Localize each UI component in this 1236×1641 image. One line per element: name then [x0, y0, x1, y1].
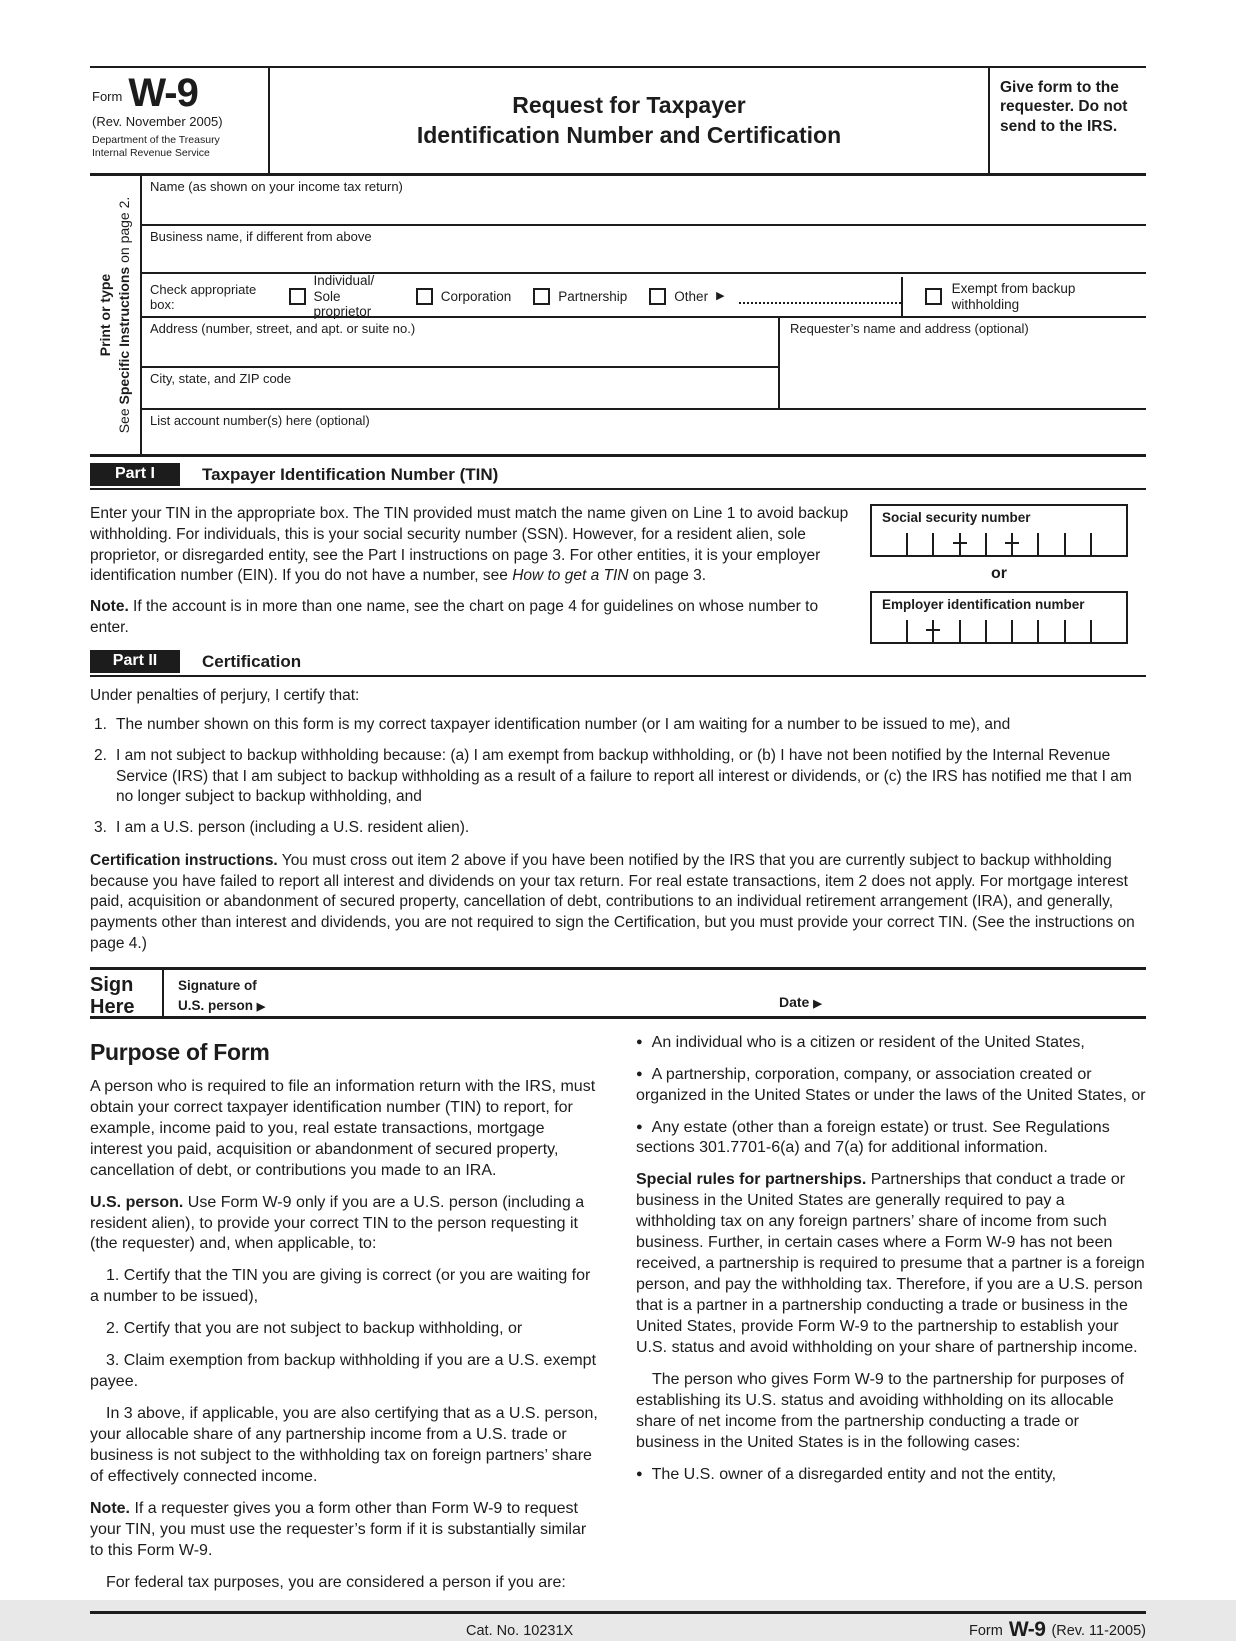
ein-cells — [882, 612, 1116, 642]
purpose-item-1: 1. Certify that the TIN you are giving is correct (or you are waiting for a number to be issued), — [90, 1267, 591, 1306]
form-revision: (Rev. November 2005) — [92, 114, 223, 129]
ein-digit-cell[interactable] — [1013, 612, 1037, 642]
footer-revision: (Rev. 11-2005) — [1051, 1622, 1146, 1639]
instructions-section — [90, 1033, 1146, 1605]
ein-group-divider — [932, 620, 934, 642]
exempt-label — [952, 281, 1076, 312]
date-word: Date — [779, 993, 810, 1010]
address-requester-block — [142, 318, 1146, 410]
sign-word: Sign — [90, 973, 134, 996]
give-form-notice: Give form to the requester. Do not send to the IRS. — [1000, 79, 1128, 135]
ein-label: Employer identification number — [882, 597, 1085, 612]
signature-of-line1: Signature of — [178, 977, 257, 993]
in-3-above-paragraph: In 3 above, if applicable, you are also certifying that as a U.S. person, your allocable share of any partnership income from a U.S. trade or business is not subject to the withholding tax on foreign partners’ share of effectively connected income. — [90, 1405, 598, 1486]
tin-note-text: If the account is in more than one name, see the chart on page 4 for guidelines on whose number to enter. — [90, 598, 819, 636]
other-arrow-icon: ▶ — [716, 290, 725, 303]
other-specify-input[interactable] — [739, 290, 901, 304]
certification-intro: Under penalties of perjury, I certify that: — [90, 687, 360, 704]
entry-fields-section — [90, 176, 1146, 457]
ein-digit-cell[interactable] — [908, 612, 932, 642]
ssn-digit-cell[interactable] — [1013, 525, 1037, 555]
cert-item-text: I am not subject to backup withholding because: (a) I am exempt from backup withholding, or (b) I have not been notified by the Internal Revenue Service (IRS) that I am subject to backup withholding as a result of a failure to report all interest or dividends, or (c) the IRS has notified me that I am no longer subject to backup withholding, and — [116, 746, 1132, 806]
on-page-text: on page 2. — [116, 196, 132, 267]
ein-divider — [1011, 620, 1013, 642]
tin-note-lead: Note. — [90, 598, 129, 616]
ein-divider — [1064, 620, 1066, 642]
purpose-item-3: 3. Claim exemption from backup withholding if you are a U.S. exempt payee. — [90, 1352, 597, 1391]
entity-type-row — [142, 274, 1146, 318]
city-state-zip-label: City, state, and ZIP code — [150, 371, 292, 386]
ssn-divider — [932, 533, 934, 555]
business-name-label: Business name, if different from above — [150, 229, 372, 244]
ein-digit-cell[interactable] — [1066, 612, 1090, 642]
ssn-digit-cell[interactable] — [1092, 525, 1116, 555]
corporation-label: Corporation — [440, 288, 512, 304]
form-title-line2: Identification Number and Certification — [416, 121, 842, 148]
corporation-checkbox[interactable] — [416, 288, 433, 305]
part2-header — [90, 650, 1146, 677]
tin-text-italic: How to get a TIN — [512, 567, 629, 585]
date-arrow-icon: ▶ — [813, 997, 822, 1010]
address-label: Address (number, street, and apt. or suite no.) — [150, 321, 416, 336]
us-person-paragraph — [90, 1193, 600, 1256]
ein-divider — [1037, 620, 1039, 642]
print-or-type-strip — [90, 176, 142, 454]
special-rules-body: Partnerships that conduct a trade or business in the United States are generally required to pay a withholding tax on any foreign partners’ share of income from such business. Further, in certain cases where a Form W-9 has not been received, a partnership is required to presume that a partner is a foreign person, and pay the withholding tax. Therefore, if you are a U.S. person that is a partner in a partnership conducting a trade or business in the United States, provide Form W-9 to the partnership to establish your U.S. status and avoid withholding on your share of partnership income. — [636, 1171, 1145, 1357]
footer-form-word: Form — [969, 1622, 1003, 1639]
ssn-digit-cell[interactable] — [934, 525, 958, 555]
form-header — [90, 66, 1146, 176]
certification-item-1 — [90, 715, 1146, 736]
form-title — [268, 68, 990, 173]
ein-digit-cell[interactable] — [934, 612, 958, 642]
page-footer — [90, 1611, 1146, 1639]
ein-divider — [959, 620, 961, 642]
ssn-divider — [1064, 533, 1066, 555]
ssn-group-divider — [959, 533, 961, 555]
tin-text-pre: Enter your TIN in the appropriate box. The TIN provided must match the name given on Line 1 to avoid backup withholding. For individuals, this is your social security number (SSN). However, for a resident alien, sole proprietor, or disregarded entity, see the Part I instructions on page 3. For other entities, it is your employer identification number (EIN). If you do not have a number, see — [90, 505, 849, 585]
purpose-item-2: 2. Certify that you are not subject to backup withholding, or — [106, 1320, 523, 1338]
requester-label: Requester’s name and address (optional) — [790, 321, 1029, 336]
footer-form-id — [969, 1617, 1146, 1641]
certification-item-3 — [90, 818, 1146, 839]
individual-label-line2: Sole proprietor — [313, 288, 372, 320]
bullet-partnership: ● A partnership, corporation, company, or association created or organized in the United States or under the laws of the United States, or — [636, 1065, 1146, 1107]
ein-digit-cell[interactable] — [1039, 612, 1063, 642]
address-field[interactable] — [142, 318, 778, 368]
exempt-label-line1: Exempt from backup — [951, 280, 1076, 296]
see-instructions-label — [115, 197, 134, 434]
note-lead: Note. — [90, 1499, 130, 1517]
bullet-disregarded-entity: ● The U.S. owner of a disregarded entity and not the entity, — [636, 1465, 1146, 1486]
here-word: Here — [90, 995, 135, 1018]
other-checkbox[interactable] — [649, 288, 666, 305]
cert-item-number: 3. — [94, 819, 107, 837]
form-title-line1: Request for Taxpayer — [512, 91, 746, 118]
individual-label — [314, 273, 394, 320]
signature-section — [90, 967, 1146, 1019]
exempt-label-line2: withholding — [951, 296, 1020, 312]
see-text: See — [116, 404, 132, 434]
ssn-divider — [985, 533, 987, 555]
exempt-backup-cell — [901, 277, 1146, 316]
ein-digit-cell[interactable] — [882, 612, 906, 642]
irs-label: Internal Revenue Service — [92, 147, 210, 160]
ssn-divider — [1037, 533, 1039, 555]
ssn-group-divider — [1011, 533, 1013, 555]
ssn-digit-cell[interactable] — [961, 525, 985, 555]
cert-item-text: I am a U.S. person (including a U.S. resident alien). — [116, 819, 470, 837]
form-content — [90, 66, 1146, 1639]
ssn-digit-cell[interactable] — [987, 525, 1011, 555]
ssn-label: Social security number — [882, 510, 1031, 525]
ssn-digit-cell[interactable] — [908, 525, 932, 555]
bullet-estate: ● Any estate (other than a foreign estate) or trust. See Regulations sections 301.7701-6(a) and 7(a) for additional information. — [636, 1118, 1146, 1160]
tin-instructions-text — [90, 504, 858, 587]
other-label: Other — [674, 288, 709, 304]
part1-header — [90, 463, 1146, 490]
special-rules-paragraph — [636, 1170, 1146, 1359]
ssn-digit-cell[interactable] — [882, 525, 906, 555]
partnership-label: Partnership — [558, 288, 628, 304]
purpose-paragraph-1: A person who is required to file an information return with the IRS, must obtain your correct taxpayer identification number (TIN) to report, for example, income paid to you, real estate transactions, mortgage interest you paid, acquisition or abandonment of secured property, cancellation of debt, or contributions you made to an IRA. — [90, 1077, 596, 1179]
name-field-label: Name (as shown on your income tax return) — [150, 179, 403, 194]
ein-digit-cell[interactable] — [1092, 612, 1116, 642]
part1-chip: Part I — [90, 463, 180, 486]
cert-instructions-text: You must cross out item 2 above if you have been notified by the IRS that you are currently subject to backup withholding because you have failed to report all interest and dividends on your tax return. For real estate transactions, item 2 does not apply. For mortgage interest paid, acquisition or abandonment of secured property, cancellation of debt, contributions to an individual retirement arrangement (IRA), and generally, payments other than interest and dividends, you are not required to sign the Certification, but you must provide your correct TIN. (See the instructions on page 4.) — [90, 851, 1135, 952]
tin-text-post: on page 3. — [628, 567, 707, 585]
person-who-gives-paragraph: The person who gives Form W-9 to the partnership for purposes of establishing its U.S. status and avoiding withholding on its allocable share of net income from the partnership conducting a trade or business in the United States is in the following cases: — [636, 1371, 1124, 1451]
certification-item-2 — [90, 746, 1146, 808]
form-number: W-9 — [128, 71, 198, 115]
ssn-cells — [882, 525, 1116, 555]
part1-body — [90, 504, 1146, 644]
partnership-checkbox[interactable] — [533, 288, 550, 305]
city-state-zip-field[interactable] — [142, 368, 778, 408]
ssn-divider — [906, 533, 908, 555]
ssn-box — [870, 504, 1128, 557]
part2-chip: Part II — [90, 650, 180, 673]
date-label — [779, 994, 822, 1010]
ein-divider — [906, 620, 908, 642]
catalog-number: Cat. No. 10231X — [466, 1622, 574, 1639]
signature-of-label — [178, 976, 1146, 1017]
note-body: If a requester gives you a form other than Form W-9 to request your TIN, you must use the requester’s form if it is substantially similar to this Form W-9. — [90, 1499, 587, 1559]
business-name-field[interactable] — [142, 226, 1146, 274]
us-person-body: Use Form W-9 only if you are a U.S. person (including a resident alien), to provide your correct TIN to the person requesting it (the requester) and, when applicable, to: — [90, 1193, 585, 1253]
cert-item-number: 1. — [94, 716, 107, 733]
dept-treasury: Department of the Treasury — [92, 134, 220, 146]
ein-divider — [985, 620, 987, 642]
instructions-right-column — [636, 1033, 1146, 1605]
form-word: Form — [92, 89, 123, 104]
bullet-individual: ● An individual who is a citizen or resident of the United States, — [636, 1033, 1146, 1054]
print-or-type-label: Print or type — [97, 273, 114, 357]
instructions-left-column — [90, 1033, 600, 1605]
account-numbers-label: List account number(s) here (optional) — [150, 413, 370, 428]
part2-title: Certification — [202, 651, 302, 671]
account-numbers-field[interactable] — [142, 410, 1146, 454]
exempt-checkbox[interactable] — [925, 288, 942, 305]
specific-instructions-text: Specific Instructions — [116, 266, 132, 405]
individual-checkbox[interactable] — [289, 288, 306, 305]
form-id-block — [90, 68, 268, 173]
ein-digit-cell[interactable] — [987, 612, 1011, 642]
ein-digit-cell[interactable] — [961, 612, 985, 642]
ein-divider — [1090, 620, 1092, 642]
purpose-of-form-heading: Purpose of Form — [90, 1038, 270, 1065]
certification-instructions — [90, 851, 1146, 955]
us-person-lead: U.S. person. — [90, 1193, 184, 1211]
signature-arrow-icon: ▶ — [256, 1000, 266, 1013]
ssn-digit-cell[interactable] — [1066, 525, 1090, 555]
cert-item-text: The number shown on this form is my correct taxpayer identification number (or I am waiting for a number to be issued to me), and — [116, 716, 1011, 733]
part1-title: Taxpayer Identification Number (TIN) — [202, 464, 499, 484]
name-field[interactable] — [142, 176, 1146, 226]
sign-here-label — [90, 970, 162, 1016]
ssn-divider — [1090, 533, 1092, 555]
check-appropriate-box-label: Check appropriate box: — [150, 281, 257, 312]
signature-input-area[interactable] — [314, 1006, 676, 1008]
individual-label-line1: Individual/ — [313, 273, 375, 289]
ssn-digit-cell[interactable] — [1039, 525, 1063, 555]
cert-item-number: 2. — [94, 746, 107, 764]
date-input-area[interactable] — [844, 1006, 1136, 1008]
requester-name-field[interactable] — [778, 318, 1146, 408]
cert-instructions-lead: Certification instructions. — [90, 851, 278, 869]
tin-note — [90, 597, 858, 639]
special-rules-lead: Special rules for partnerships. — [636, 1171, 867, 1189]
note-paragraph — [90, 1499, 600, 1562]
us-person-text: U.S. person — [178, 997, 254, 1013]
footer-form-number: W-9 — [1008, 1617, 1046, 1641]
ein-box — [870, 591, 1128, 644]
federal-tax-paragraph: For federal tax purposes, you are considered a person if you are: — [106, 1573, 566, 1591]
or-text: or — [991, 565, 1007, 582]
